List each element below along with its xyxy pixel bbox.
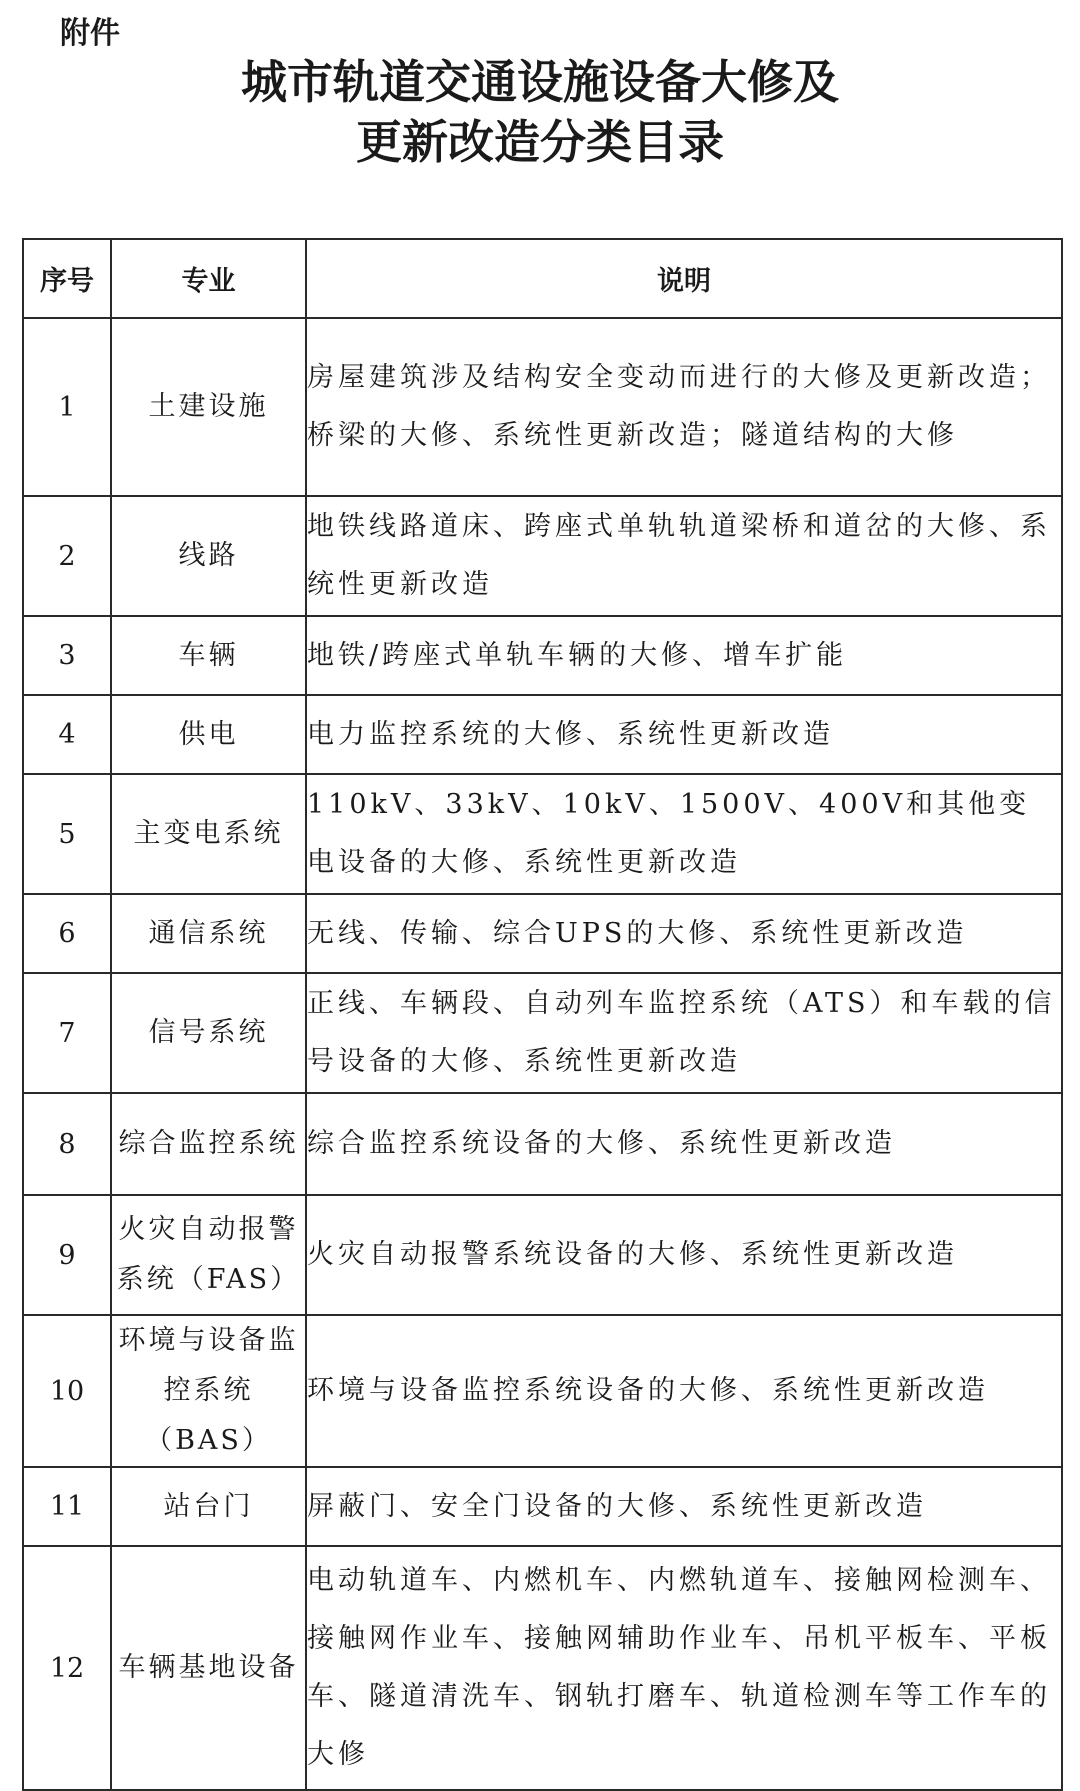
row-description: 电力监控系统的大修、系统性更新改造 (306, 695, 1062, 774)
title-line-2: 更新改造分类目录 (356, 115, 724, 169)
row-description: 环境与设备监控系统设备的大修、系统性更新改造 (306, 1315, 1062, 1467)
column-header-desc: 说明 (306, 239, 1062, 318)
document-title (0, 52, 1080, 172)
column-header-no: 序号 (23, 239, 111, 318)
row-description: 综合监控系统设备的大修、系统性更新改造 (306, 1093, 1062, 1195)
table-row (23, 774, 1062, 894)
row-major: 车辆 (111, 616, 306, 695)
table-row (23, 1546, 1062, 1790)
row-major: 线路 (111, 496, 306, 616)
row-description: 110kV、33kV、10kV、1500V、400V和其他变电设备的大修、系统性更新改造 (306, 774, 1062, 894)
row-description: 地铁线路道床、跨座式单轨轨道梁桥和道岔的大修、系统性更新改造 (306, 496, 1062, 616)
row-number: 7 (23, 973, 111, 1093)
row-major: 主变电系统 (111, 774, 306, 894)
table-row (23, 1467, 1062, 1546)
column-header-major: 专业 (111, 239, 306, 318)
row-major: 信号系统 (111, 973, 306, 1093)
table-row (23, 616, 1062, 695)
row-number: 4 (23, 695, 111, 774)
row-number: 12 (23, 1546, 111, 1790)
row-number: 9 (23, 1195, 111, 1315)
row-major: 通信系统 (111, 894, 306, 973)
row-major: 土建设施 (111, 318, 306, 496)
row-number: 2 (23, 496, 111, 616)
row-description: 房屋建筑涉及结构安全变动而进行的大修及更新改造；桥梁的大修、系统性更新改造；隧道结构的大修 (306, 318, 1062, 496)
row-description: 电动轨道车、内燃机车、内燃轨道车、接触网检测车、接触网作业车、接触网辅助作业车、吊机平板车、平板车、隧道清洗车、钢轨打磨车、轨道检测车等工作车的大修 (306, 1546, 1062, 1790)
table-row (23, 1315, 1062, 1467)
row-number: 5 (23, 774, 111, 894)
table-row (23, 1195, 1062, 1315)
row-major: 站台门 (111, 1467, 306, 1546)
row-number: 1 (23, 318, 111, 496)
header-row (23, 239, 1062, 318)
row-number: 6 (23, 894, 111, 973)
row-major: 供电 (111, 695, 306, 774)
row-description: 正线、车辆段、自动列车监控系统（ATS）和车载的信号设备的大修、系统性更新改造 (306, 973, 1062, 1093)
row-number: 10 (23, 1315, 111, 1467)
row-major: 车辆基地设备 (111, 1546, 306, 1790)
table-row (23, 496, 1062, 616)
row-description: 屏蔽门、安全门设备的大修、系统性更新改造 (306, 1467, 1062, 1546)
table-row (23, 894, 1062, 973)
title-line-1: 城市轨道交通设施设备大修及 (241, 55, 839, 109)
attachment-label: 附件 (60, 16, 120, 51)
catalog-table (22, 238, 1063, 1791)
table-row (23, 1093, 1062, 1195)
row-description: 火灾自动报警系统设备的大修、系统性更新改造 (306, 1195, 1062, 1315)
row-major: 综合监控系统 (111, 1093, 306, 1195)
table-row (23, 973, 1062, 1093)
row-number: 8 (23, 1093, 111, 1195)
row-description: 无线、传输、综合UPS的大修、系统性更新改造 (306, 894, 1062, 973)
row-major: 环境与设备监控系统（BAS） (111, 1315, 306, 1467)
row-number: 3 (23, 616, 111, 695)
table-row (23, 695, 1062, 774)
row-description: 地铁/跨座式单轨车辆的大修、增车扩能 (306, 616, 1062, 695)
table-row (23, 318, 1062, 496)
row-major: 火灾自动报警系统（FAS） (111, 1195, 306, 1315)
row-number: 11 (23, 1467, 111, 1546)
